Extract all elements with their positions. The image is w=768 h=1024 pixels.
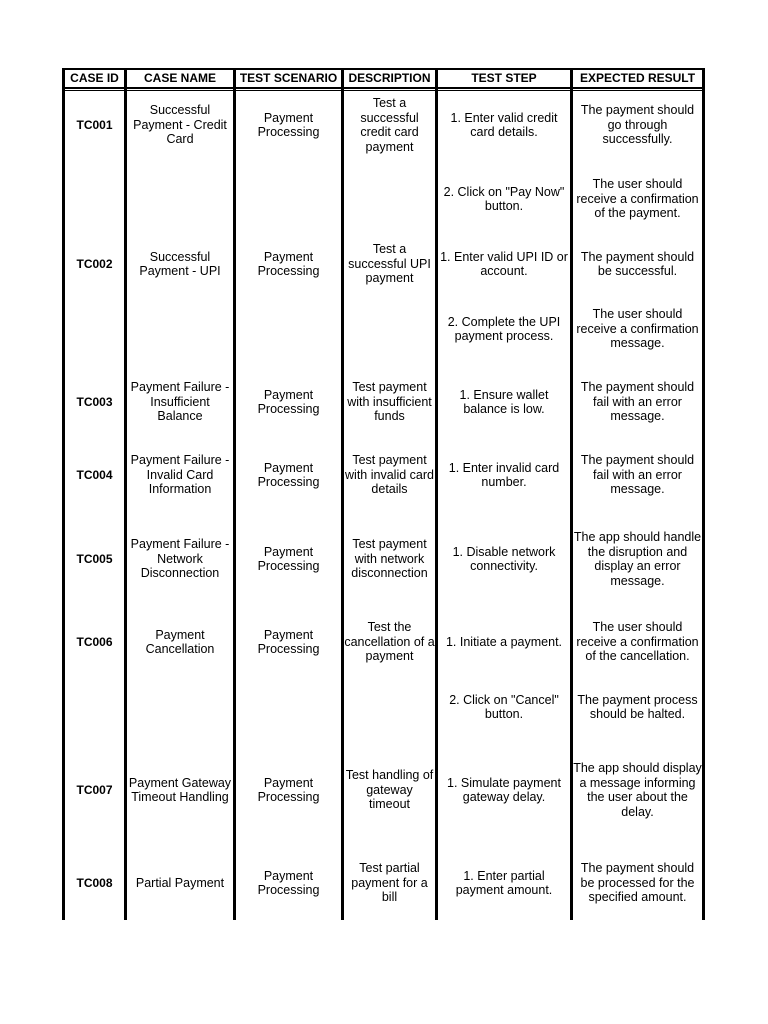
table-row-0-description: Test a successful credit card payment xyxy=(360,96,419,154)
table-row-5-description: Test payment with invalid card details xyxy=(345,453,434,497)
header-expected-result: EXPECTED RESULT xyxy=(579,71,696,85)
table-row-4-result: The payment should fail with an error message. xyxy=(580,380,695,424)
table-row-9-scenario: Payment Processing xyxy=(257,775,320,804)
table-row-10-step: 1. Enter partial payment amount. xyxy=(455,868,553,897)
table-row-0-case-name: Successful Payment - Credit Card xyxy=(133,103,227,147)
table-row-5-scenario: Payment Processing xyxy=(257,460,320,489)
table-row-0-result: The payment should go through successfully. xyxy=(580,103,695,147)
table-row-8-result: The payment process should be halted. xyxy=(577,692,698,721)
table-row-0-step: 1. Enter valid credit card details. xyxy=(450,110,558,139)
table-row-2-description: Test a successful UPI payment xyxy=(348,242,431,286)
header-case-name: CASE NAME xyxy=(143,71,216,85)
table-row-2-case-name: Successful Payment - UPI xyxy=(139,249,221,278)
table-row-4-case-name: Payment Failure - Insufficient Balance xyxy=(130,380,230,424)
table-row-6-description: Test payment with network disconnection xyxy=(351,537,428,581)
table-row-4-step: 1. Ensure wallet balance is low. xyxy=(459,387,549,416)
table-row-7-case-id: TC006 xyxy=(76,634,113,649)
table-row-9-result: The app should display a message informing the user about the delay. xyxy=(573,761,702,819)
header-test-step: TEST STEP xyxy=(471,71,537,85)
table-row-6-step: 1. Disable network connectivity. xyxy=(452,544,556,573)
table-row-6-scenario: Payment Processing xyxy=(257,544,320,573)
table-row-7-result: The user should receive a confirmation of the cancellation. xyxy=(576,620,699,664)
table-row-5-case-name: Payment Failure - Invalid Card Information xyxy=(130,453,230,497)
table-row-4-description: Test payment with insufficient funds xyxy=(347,380,432,424)
table-row-9-case-id: TC007 xyxy=(76,782,113,797)
table-row-7-scenario: Payment Processing xyxy=(257,627,320,656)
table-row-7-case-name: Payment Cancellation xyxy=(145,627,215,656)
table-row-10-case-name: Partial Payment xyxy=(135,875,225,890)
table-row-7-description: Test the cancellation of a payment xyxy=(344,620,435,664)
table-row-2-scenario: Payment Processing xyxy=(257,249,320,278)
table-row-2-step: 1. Enter valid UPI ID or account. xyxy=(440,249,568,278)
table-row-1-result: The user should receive a confirmation of the payment. xyxy=(576,177,699,221)
header-description: DESCRIPTION xyxy=(348,71,431,85)
table-row-1-step: 2. Click on "Pay Now" button. xyxy=(443,184,565,213)
header-test-scenario: TEST SCENARIO xyxy=(239,71,338,85)
table-row-3-result: The user should receive a confirmation message. xyxy=(576,307,699,351)
table-row-6-result: The app should handle the disruption and display an error message. xyxy=(573,530,702,588)
table-row-0-scenario: Payment Processing xyxy=(257,110,320,139)
table-row-2-case-id: TC002 xyxy=(76,256,113,271)
table-row-5-case-id: TC004 xyxy=(76,467,113,482)
table-row-4-case-id: TC003 xyxy=(76,394,113,409)
table-row-6-case-id: TC005 xyxy=(76,551,113,566)
table-row-5-step: 1. Enter invalid card number. xyxy=(448,460,560,489)
table-row-6-case-name: Payment Failure - Network Disconnection xyxy=(130,537,230,581)
table-row-9-description: Test handling of gateway timeout xyxy=(345,768,434,812)
table-row-10-case-id: TC008 xyxy=(76,875,113,890)
table-row-10-description: Test partial payment for a bill xyxy=(351,861,428,905)
table-row-4-scenario: Payment Processing xyxy=(257,387,320,416)
table-row-0-case-id: TC001 xyxy=(76,117,113,132)
table-row-3-step: 2. Complete the UPI payment process. xyxy=(447,314,561,343)
test-case-table xyxy=(62,68,705,920)
table-row-2-result: The payment should be successful. xyxy=(580,249,695,278)
table-row-7-step: 1. Initiate a payment. xyxy=(445,634,563,649)
table-row-9-case-name: Payment Gateway Timeout Handling xyxy=(128,775,232,804)
table-row-5-result: The payment should fail with an error message. xyxy=(580,453,695,497)
header-case-id: CASE ID xyxy=(70,71,119,85)
table-row-10-scenario: Payment Processing xyxy=(257,868,320,897)
table-row-8-step: 2. Click on "Cancel" button. xyxy=(449,692,559,721)
table-row-10-result: The payment should be processed for the specified amount. xyxy=(580,861,695,905)
table-row-9-step: 1. Simulate payment gateway delay. xyxy=(447,775,561,804)
col-border-6 xyxy=(702,68,705,920)
